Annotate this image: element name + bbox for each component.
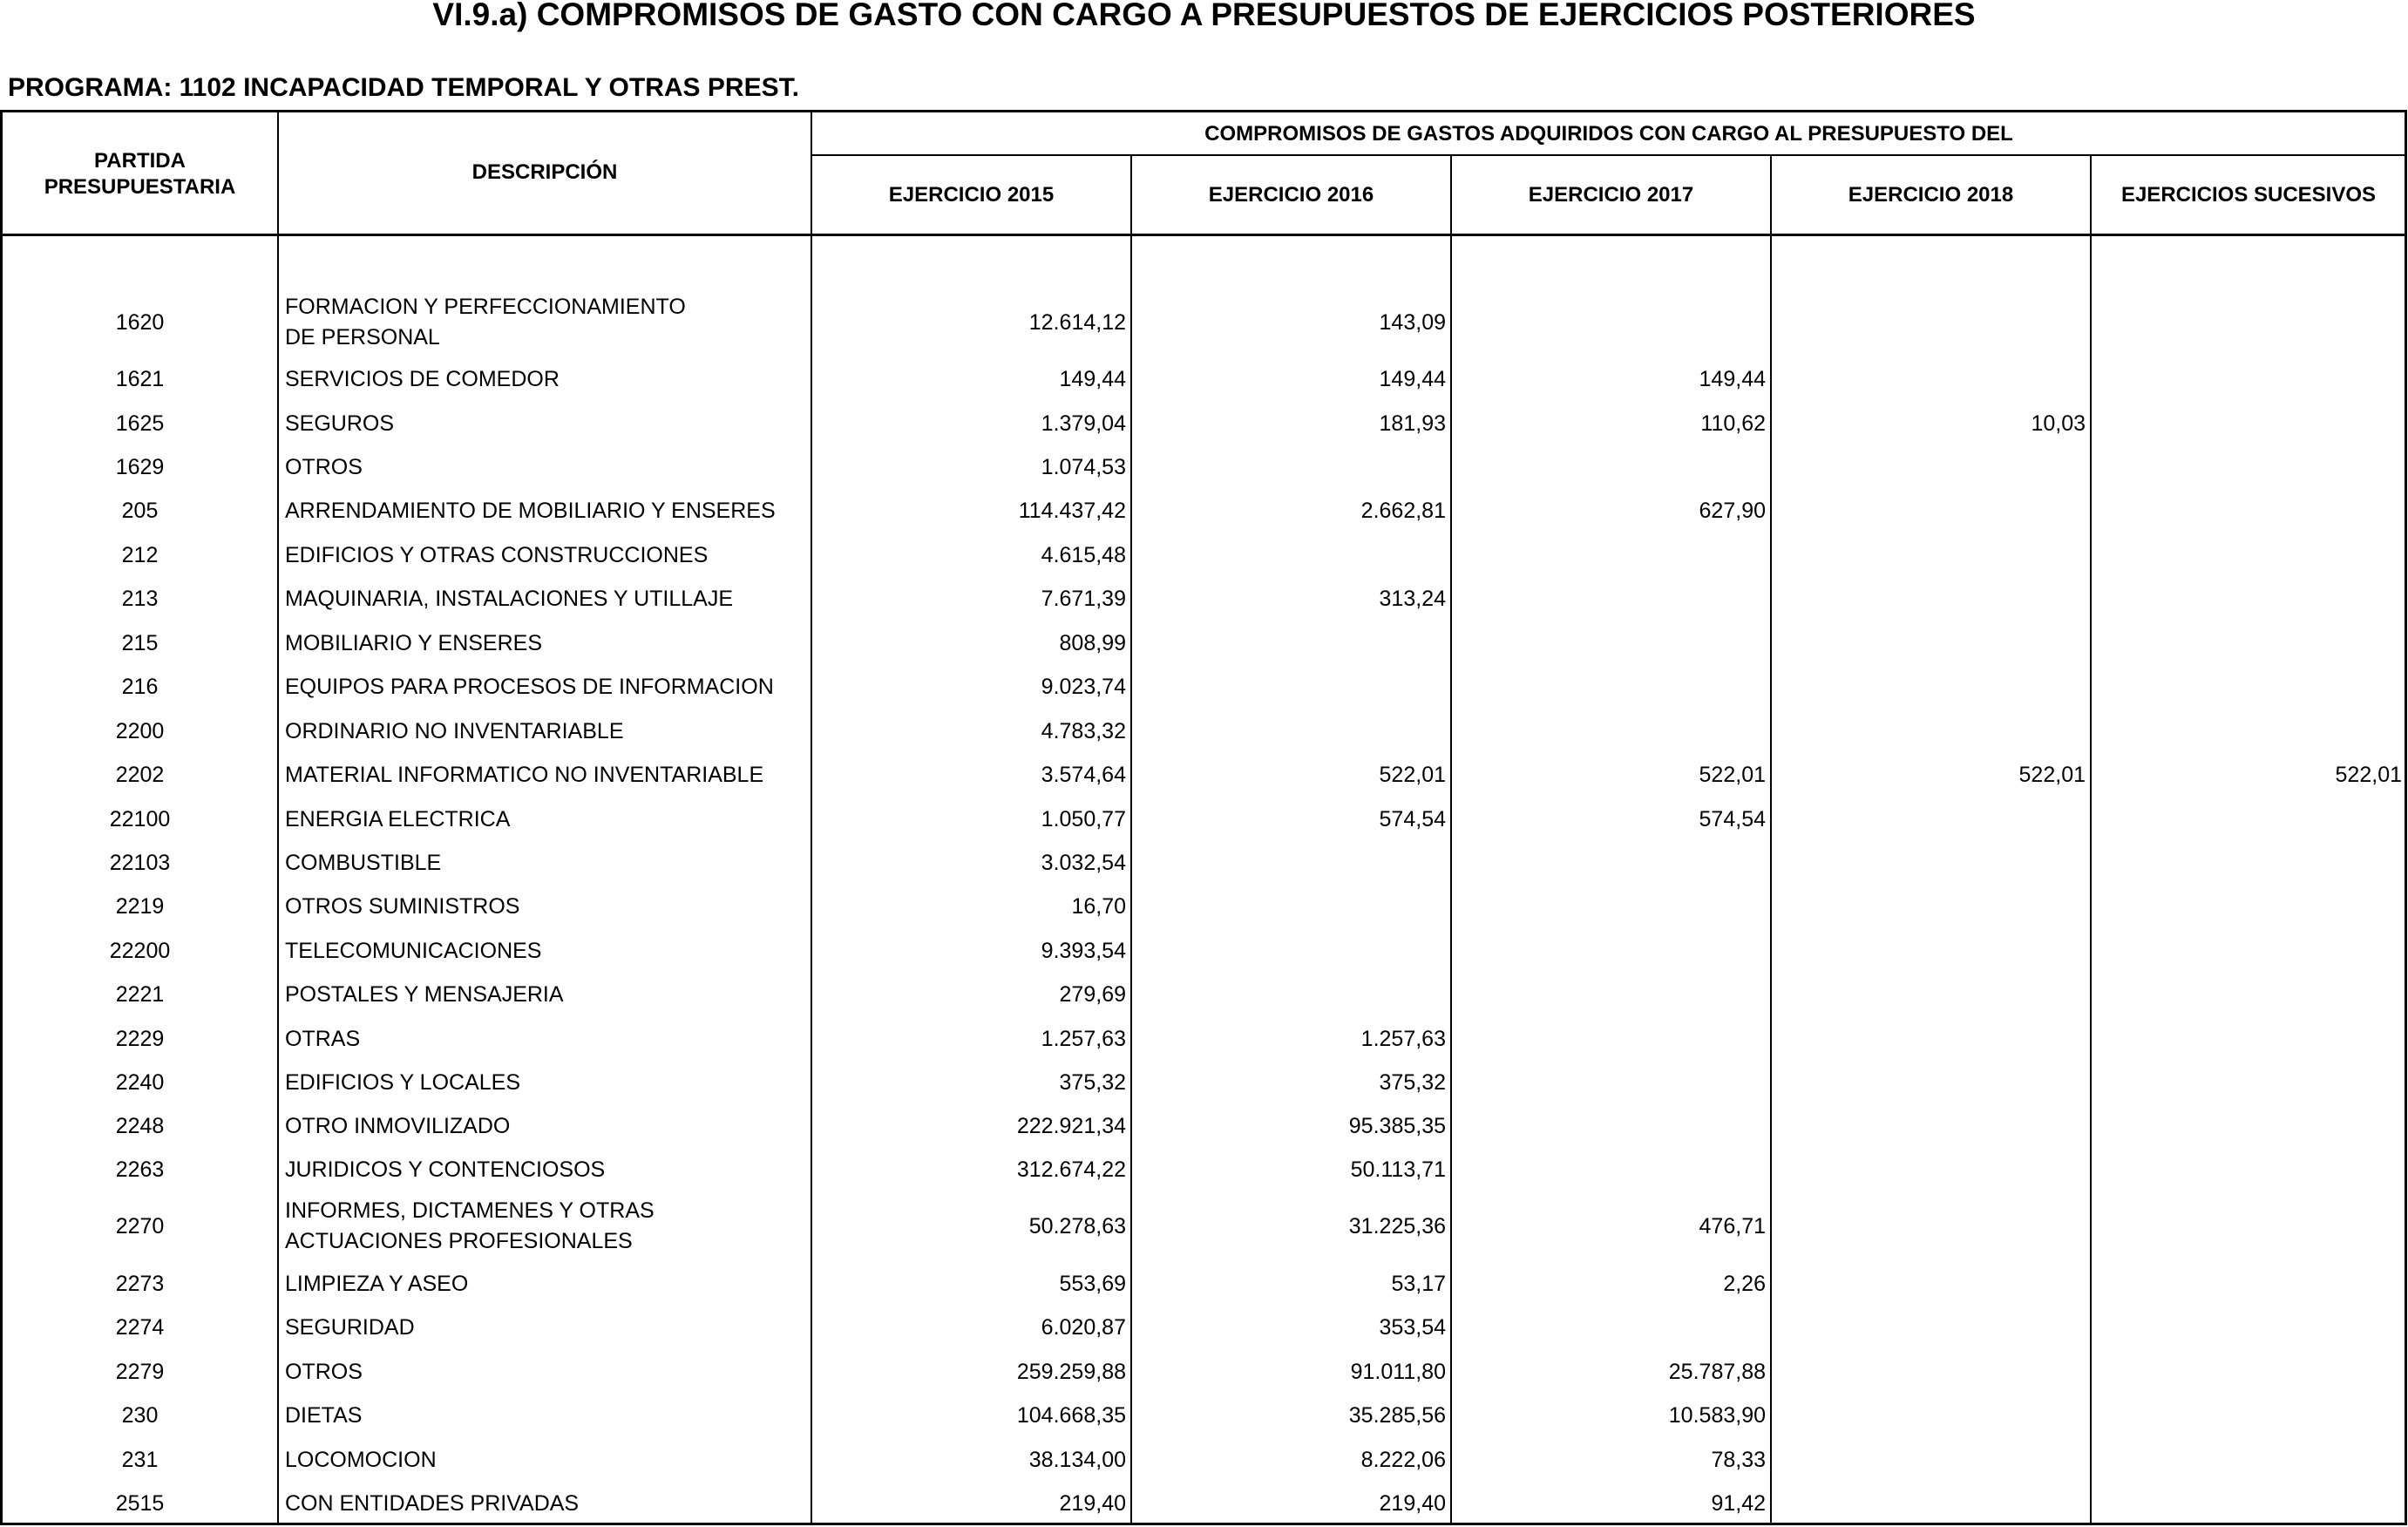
descripcion-text: LIMPIEZA Y ASEO [285, 1271, 469, 1296]
amount-cell: 1.257,63 [1041, 1026, 1126, 1051]
col-divider [1130, 155, 1132, 1524]
partida-code: 22200 [109, 938, 171, 963]
partida-code: 231 [121, 1447, 159, 1472]
programa-label: PROGRAMA: 1102 INCAPACIDAD TEMPORAL Y OTRAS PREST. [8, 73, 799, 102]
descripcion-text: CON ENTIDADES PRIVADAS [285, 1490, 580, 1516]
descripcion-text: OTROS SUMINISTROS [285, 893, 520, 919]
descripcion-text: ORDINARIO NO INVENTARIABLE [285, 718, 624, 743]
amount-cell: 375,32 [1059, 1069, 1126, 1095]
col-divider [1450, 155, 1452, 1524]
descripcion-text: SEGUROS [285, 411, 395, 436]
amount-cell: 313,24 [1379, 586, 1446, 611]
descripcion-text: POSTALES Y MENSAJERIA [285, 981, 564, 1007]
amount-cell: 219,40 [1059, 1490, 1126, 1516]
partida-code: 205 [121, 498, 159, 523]
col-divider [811, 112, 812, 1524]
header-partida: PARTIDA PRESUPUESTARIA [44, 149, 236, 199]
header-descripcion: DESCRIPCIÓN [471, 160, 618, 184]
col-divider [2090, 155, 2092, 1524]
amount-cell: 627,90 [1699, 498, 1766, 523]
partida-code: 2221 [115, 981, 165, 1007]
amount-cell: 10.583,90 [1668, 1402, 1766, 1428]
partida-code: 216 [121, 674, 159, 699]
descripcion-text: FORMACION Y PERFECCIONAMIENTO DE PERSONAL [285, 295, 686, 350]
amount-cell: 9.023,74 [1041, 674, 1126, 699]
amount-cell: 7.671,39 [1041, 586, 1126, 611]
amount-cell: 553,69 [1059, 1271, 1126, 1296]
amount-cell: 1.379,04 [1041, 411, 1126, 436]
amount-cell: 522,01 [2335, 762, 2402, 787]
partida-code: 2279 [115, 1359, 165, 1384]
amount-cell: 4.783,32 [1041, 718, 1126, 743]
descripcion-text: COMBUSTIBLE [285, 850, 442, 875]
amount-cell: 50.113,71 [1350, 1157, 1446, 1182]
amount-cell: 574,54 [1379, 806, 1446, 831]
partida-code: 2202 [115, 762, 165, 787]
amount-cell: 91,42 [1711, 1490, 1766, 1516]
amount-cell: 476,71 [1699, 1213, 1766, 1239]
amount-cell: 149,44 [1059, 366, 1126, 391]
descripcion-text: MATERIAL INFORMATICO NO INVENTARIABLE [285, 762, 764, 787]
header-year-2016: EJERCICIO 2016 [1208, 183, 1374, 207]
partida-code: 212 [121, 542, 159, 567]
header-group-line [811, 154, 2407, 156]
amount-cell: 12.614,12 [1028, 309, 1126, 335]
descripcion-text: OTROS [285, 1359, 363, 1384]
amount-cell: 104.668,35 [1016, 1402, 1126, 1428]
amount-cell: 9.393,54 [1041, 938, 1126, 963]
descripcion-text: EDIFICIOS Y OTRAS CONSTRUCCIONES [285, 542, 709, 567]
amount-cell: 2.662,81 [1360, 498, 1446, 523]
descripcion-text: ENERGIA ELECTRICA [285, 806, 511, 831]
partida-code: 230 [121, 1402, 159, 1428]
amount-cell: 31.225,36 [1348, 1213, 1446, 1239]
partida-code: 22100 [109, 806, 171, 831]
amount-cell: 1.074,53 [1041, 454, 1126, 479]
amount-cell: 522,01 [1699, 762, 1766, 787]
descripcion-text: TELECOMUNICACIONES [285, 938, 542, 963]
amount-cell: 1.050,77 [1041, 806, 1126, 831]
amount-cell: 35.285,56 [1348, 1402, 1446, 1428]
amount-cell: 808,99 [1059, 630, 1126, 655]
amount-cell: 219,40 [1379, 1490, 1446, 1516]
col-divider [277, 112, 279, 1524]
partida-code: 2248 [115, 1113, 165, 1138]
descripcion-text: OTRAS [285, 1026, 361, 1051]
partida-code: 2240 [115, 1069, 165, 1095]
amount-cell: 375,32 [1379, 1069, 1446, 1095]
amount-cell: 4.615,48 [1041, 542, 1126, 567]
descripcion-text: SEGURIDAD [285, 1314, 415, 1340]
amount-cell: 522,01 [1379, 762, 1446, 787]
partida-code: 2273 [115, 1271, 165, 1296]
amount-cell: 38.134,00 [1028, 1447, 1126, 1472]
header-year-2015: EJERCICIO 2015 [888, 183, 1055, 207]
amount-cell: 2,26 [1723, 1271, 1766, 1296]
descripcion-text: ARRENDAMIENTO DE MOBILIARIO Y ENSERES [285, 498, 776, 523]
amount-cell: 279,69 [1059, 981, 1126, 1007]
amount-cell: 6.020,87 [1041, 1314, 1126, 1340]
amount-cell: 78,33 [1711, 1447, 1766, 1472]
amount-cell: 53,17 [1391, 1271, 1446, 1296]
partida-code: 1620 [115, 309, 165, 335]
amount-cell: 3.032,54 [1041, 850, 1126, 875]
amount-cell: 574,54 [1699, 806, 1766, 831]
col-divider [1770, 155, 1772, 1524]
descripcion-text: EDIFICIOS Y LOCALES [285, 1069, 521, 1095]
partida-code: 215 [121, 630, 159, 655]
descripcion-text: OTROS [285, 454, 363, 479]
partida-code: 1629 [115, 454, 165, 479]
amount-cell: 8.222,06 [1360, 1447, 1446, 1472]
header-year-2018: EJERCICIO 2018 [1848, 183, 2014, 207]
descripcion-text: INFORMES, DICTAMENES Y OTRAS ACTUACIONES PROFESIONALES [285, 1198, 655, 1253]
partida-code: 213 [121, 586, 159, 611]
amount-cell: 3.574,64 [1041, 762, 1126, 787]
amount-cell: 143,09 [1379, 309, 1446, 335]
partida-code: 2515 [115, 1490, 165, 1516]
descripcion-text: SERVICIOS DE COMEDOR [285, 366, 560, 391]
partida-code: 1625 [115, 411, 165, 436]
partida-code: 1621 [115, 366, 165, 391]
amount-cell: 16,70 [1071, 893, 1126, 919]
amount-cell: 149,44 [1699, 366, 1766, 391]
amount-cell: 95.385,35 [1348, 1113, 1446, 1138]
partida-code: 2229 [115, 1026, 165, 1051]
amount-cell: 1.257,63 [1360, 1026, 1446, 1051]
partida-code: 2263 [115, 1157, 165, 1182]
descripcion-text: EQUIPOS PARA PROCESOS DE INFORMACION [285, 674, 774, 699]
amount-cell: 10,03 [2031, 411, 2086, 436]
partida-code: 2200 [115, 718, 165, 743]
amount-cell: 222.921,34 [1016, 1113, 1126, 1138]
page-title: VI.9.a) COMPROMISOS DE GASTO CON CARGO A PRESUPUESTOS DE EJERCICIOS POSTERIORES [432, 0, 1976, 32]
descripcion-text: MAQUINARIA, INSTALACIONES Y UTILLAJE [285, 586, 734, 611]
partida-code: 2270 [115, 1213, 165, 1239]
amount-cell: 25.787,88 [1668, 1359, 1766, 1384]
amount-cell: 91.011,80 [1350, 1359, 1446, 1384]
descripcion-text: LOCOMOCION [285, 1447, 437, 1472]
amount-cell: 522,01 [2018, 762, 2086, 787]
amount-cell: 50.278,63 [1028, 1213, 1126, 1239]
descripcion-text: JURIDICOS Y CONTENCIOSOS [285, 1157, 606, 1182]
descripcion-text: DIETAS [285, 1402, 363, 1428]
header-year-2017: EJERCICIO 2017 [1528, 183, 1694, 207]
descripcion-text: MOBILIARIO Y ENSERES [285, 630, 543, 655]
descripcion-text: OTRO INMOVILIZADO [285, 1113, 511, 1138]
header-years-sucesivos: EJERCICIOS SUCESIVOS [2120, 183, 2377, 207]
partida-code: 2219 [115, 893, 165, 919]
header-bottom-line [0, 234, 2407, 236]
amount-cell: 114.437,42 [1018, 498, 1126, 523]
amount-cell: 149,44 [1379, 366, 1446, 391]
amount-cell: 110,62 [1700, 411, 1766, 436]
amount-cell: 312.674,22 [1016, 1157, 1126, 1182]
amount-cell: 353,54 [1379, 1314, 1446, 1340]
amount-cell: 181,93 [1379, 411, 1446, 436]
partida-code: 22103 [109, 850, 171, 875]
amount-cell: 259.259,88 [1016, 1359, 1126, 1384]
partida-code: 2274 [115, 1314, 165, 1340]
header-group: COMPROMISOS DE GASTOS ADQUIRIDOS CON CARGO AL PRESUPUESTO DEL [1204, 121, 2013, 146]
